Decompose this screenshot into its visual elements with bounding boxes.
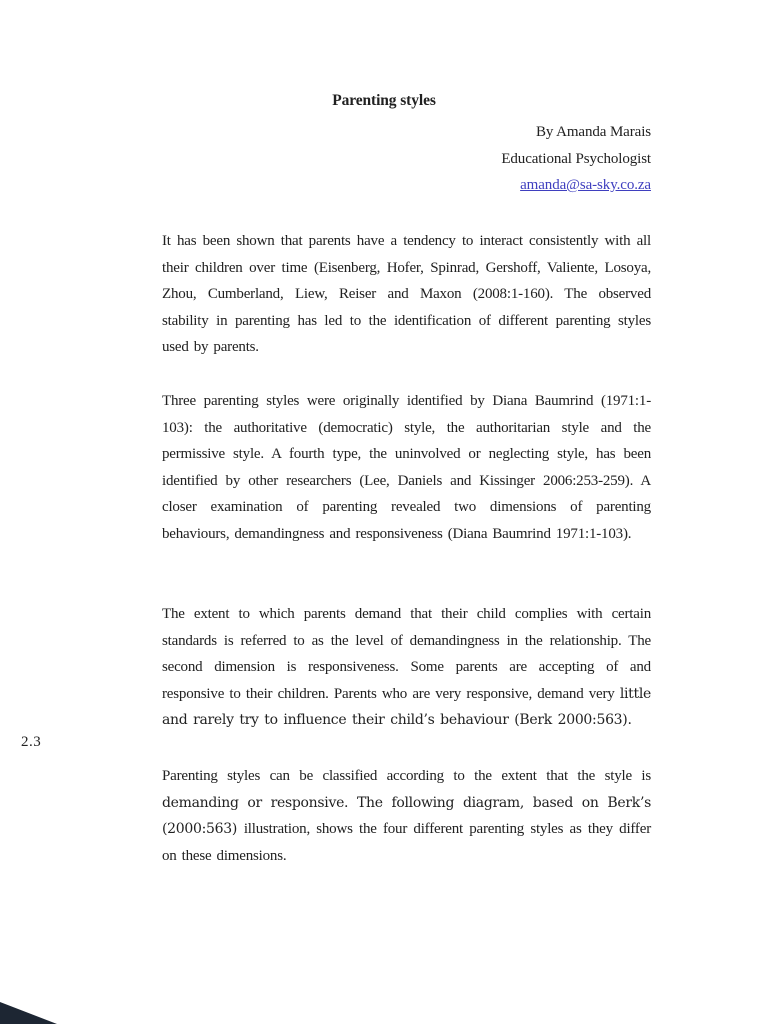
paragraph-1 (162, 228, 651, 361)
byline-author: By Amanda Marais (535, 124, 651, 140)
document-title: Parenting styles (332, 92, 436, 109)
paragraph-2 (162, 388, 651, 548)
text-run: illustration, shows the four different parenting styles as they differ on these dimensions. (162, 821, 651, 864)
byline-role: Educational Psychologist (501, 150, 651, 167)
text-run: The extent to which parents demand that their child complies with certain standards is referred to as the level of demandingness in the relationship. The second dimension is responsiveness. Some parents are accepting of and responsive to their children. Parents who are very responsive, demand very (162, 606, 651, 702)
text-run-substituted-font: demanding or responsive. The following diagram, based on Berk’s (2000:563) (162, 794, 651, 838)
email-link[interactable]: amanda@sa-sky.co.za (520, 177, 651, 193)
text-run: It has been shown that parents have a tendency to interact consistently with all their children over time (Eisenberg, Hofer, Spinrad, Gershoff, Valiente, Losoya, Zhou, Cumberland, Liew, Reiser and Maxon (2008:1-160). The observed stability in parenting has led to the identification of different parenting styles used by parents. (162, 233, 651, 356)
section-number: 2.3 (21, 734, 42, 750)
text-run: Parenting styles can be classified according to the extent that the style is (162, 768, 651, 784)
paragraph-4 (162, 763, 651, 869)
paragraph-3 (162, 601, 651, 734)
byline-block (162, 119, 651, 199)
byline-email-row (162, 172, 651, 199)
text-run-substituted-font: little and rarely try to influence their child’s behaviour (Berk 2000:563). (162, 685, 651, 729)
page-curl-decoration (0, 1002, 57, 1024)
text-run: Three parenting styles were originally identified by Diana Baumrind (1971:1-103): the authoritative (democratic) style, the authoritarian style and the permissive style. A fourth type, the uninvolved or neglecting style, has been identified by other researchers (Lee, Daniels and Kissinger 2006:253-259). A closer examination of parenting revealed two dimensions of parenting behaviours, demandingness and responsiveness (Diana Baumrind 1971:1-103). (162, 393, 651, 542)
